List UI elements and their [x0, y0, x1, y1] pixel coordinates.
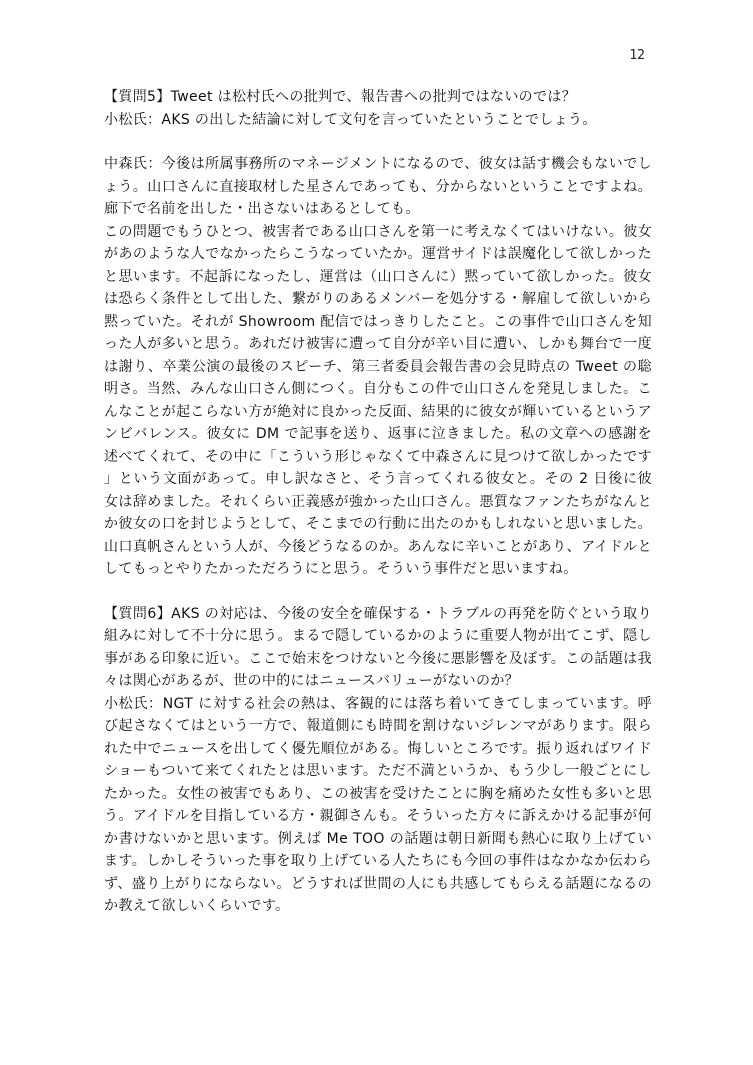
question-5-paragraph: 【質問5】Tweet は松村氏への批判で、報告書への批判ではないのでは？: [104, 89, 577, 105]
komatsu-answer-5-paragraph: 小松氏：AKS の出した結論に対して文句を言っていたということでしょう。: [104, 111, 597, 128]
question-6-paragraph: 【質問6】AKS の対応は、今後の安全を確保する・トラブルの再発を防ぐという取り組みに対して不十分に思う。まるで隠しているかのように重要人物が出てこず、隠し事がある印象に近い。ここで始末をつけないと今後に悪影響を及ぼす。この話題は我々は関心があるが、世の中的にはニュースバリューがないのか？: [104, 605, 652, 689]
page-number: 12: [629, 48, 645, 63]
komatsu-answer-6-paragraph: 小松氏：NGT に対する社会の熱は、客観的には落ち着いてきてしまっています。呼び起さなくてはという一方で、報道側にも時間を割けないジレンマがあります。限られた中でニュースを出してく優先順位がある。悔しいところです。振り返ればワイドショーもついて来てくれたとは思います。ただ不満というか、もう少し一般ごとにしたかった。女性の被害でもあり、この被害を受けたことに胸を痛めた女性も多いと思う。アイドルを目指している方・親御さんも。そういった方々に訴えかける記事が何か書けないかと思います。例えば Me TOO の話題は朝日新聞も熱心に取り上げています。しかしそういった事を取り上げている人たちにも今回の事件はなかなか伝わらず、盛り上がりにならない。どうすれば世間の人にも共感してもらえる話題になるのか教えて欲しいくらいです。: [104, 695, 652, 914]
paragraph-gap: [104, 581, 652, 603]
nakamori-continuation-paragraph: この問題でもうひとつ、被害者である山口さんを第一に考えなくてはいけない。彼女があのような人でなかったらこうなっていたか。運営サイドは誤魔化して欲しかったと思います。不起訴になったし、運営は（山口さんに）黙っていて欲しかった。彼女は恐らく条件として出した、繋がりのあるメンバーを処分する・解雇して欲しいから黙っていた。それが Showroom 配信ではっきりしたこと。この事件で山口さんを知った人が多いと思う。あれだけ被害に遭って自分が辛い目に遭い、しかも舞台で一度は謝り、卒業公演の最後のスピーチ、第三者委員会報告書の会見時点の Tweet の聡明さ。当然、みんな山口さん側につく。自分もこの件で山口さんを発見しました。こんなことが起こらない方が絶対に良かった反面、結果的に彼女が輝いているというアンビバレンス。彼女に DM で記事を送り、返事に泣きました。私の文章への感謝を述べてくれて、その中に「こういう形じゃなくて中森さんに見つけて欲しかったです」という文面があって。申し訳なさと、そう言ってくれる彼女と。その 2 日後に彼女は辞めました。それくらい正義感が強かった山口さん。悪質なファンたちがなんとか彼女の口を封じようとして、そこまでの行動に出たのかもしれないと思いました。山口真帆さんという人が、今後どうなるのか。あんなに辛いことがあり、アイドルとしてもっとやりたかっただろうにと思う。そういう事件だと思いますね。: [104, 223, 652, 577]
document-body: [104, 86, 652, 918]
paragraph-gap: [104, 131, 652, 153]
nakamori-answer-paragraph: 中森氏：今後は所属事務所のマネージメントになるので、彼女は話す機会もないでしょう。山口さんに直接取材した星さんであっても、分からないということですよね。廊下で名前を出した・出さないはあるとしても。: [104, 156, 652, 217]
